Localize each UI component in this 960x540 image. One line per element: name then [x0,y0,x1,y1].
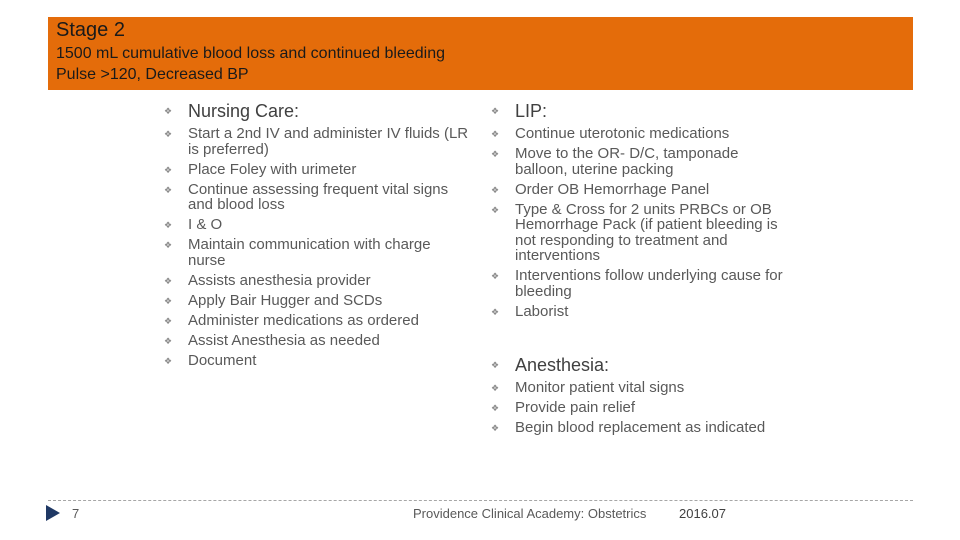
list-item [164,313,469,329]
list-item [491,400,801,416]
lip-heading [491,100,791,122]
slide-subtitle-line-1: 1500 mL cumulative blood loss and continued bleeding [56,45,446,62]
square-bullet-icon: ❖ [164,335,173,346]
anesthesia-heading-text: Anesthesia: [515,355,610,375]
list-item [491,380,801,396]
list-item-text: Apply Bair Hugger and SCDs [188,291,383,309]
square-bullet-icon: ❖ [491,271,500,281]
square-bullet-icon: ❖ [164,315,173,326]
square-bullet-icon: ❖ [491,204,500,215]
square-bullet-icon: ❖ [164,184,173,195]
list-item-text: Begin blood replacement as indicated [515,419,766,436]
square-bullet-icon: ❖ [491,149,500,159]
list-item-text: Order OB Hemorrhage Panel [515,180,710,198]
list-item [164,182,469,213]
anesthesia-list [491,380,801,436]
footer-divider [48,500,913,501]
list-item [164,273,469,289]
anesthesia-heading [491,354,801,376]
list-item-text: I & O [188,216,223,233]
footer-date: 2016.07 [679,506,726,521]
square-bullet-icon: ❖ [491,383,500,393]
list-item [491,182,791,198]
list-item-text: Continue assessing frequent vital signs and blood loss [188,180,449,213]
list-item [491,420,801,436]
list-item [491,202,791,264]
list-item-text: Move to the OR- D/C, tamponade balloon, uterine packing [515,145,739,178]
square-bullet-icon: ❖ [164,164,173,175]
square-bullet-icon: ❖ [491,129,500,139]
list-item [164,162,469,178]
nursing-care-heading [164,100,469,122]
page-number: 7 [72,506,80,521]
square-bullet-icon: ❖ [491,403,500,413]
footer-organization: Providence Clinical Academy: Obstetrics [413,506,647,521]
list-item-text: Laborist [515,302,569,320]
list-item-text: Maintain communication with charge nurse [188,236,431,269]
list-item-text: Provide pain relief [515,399,636,416]
list-item-text: Place Foley with urimeter [188,160,357,178]
list-item [491,268,791,299]
list-item-text: Assist Anesthesia as needed [188,331,380,349]
list-item [164,217,469,233]
page-marker-arrow-icon [46,505,60,521]
list-item [491,304,791,320]
square-bullet-icon: ❖ [491,423,500,433]
list-item [164,237,469,268]
square-bullet-icon: ❖ [491,306,500,317]
nursing-care-list [164,126,469,368]
list-item-text: Interventions follow underlying cause for bleeding [515,267,783,300]
title-banner [48,17,913,90]
list-item-text: Type & Cross for 2 units PRBCs or OB Hemorrhage Pack (if patient bleeding is not responding to treatment and interventions [515,200,778,264]
list-item-text: Assists anesthesia provider [188,271,371,289]
square-bullet-icon: ❖ [164,220,173,230]
nursing-care-heading-text: Nursing Care: [188,101,300,121]
list-item-text: Document [188,351,257,369]
lip-column [491,100,791,324]
square-bullet-icon: ❖ [491,360,500,370]
slide-subtitle-line-2: Pulse >120, Decreased BP [56,66,249,83]
square-bullet-icon: ❖ [491,106,500,116]
list-item [164,333,469,349]
list-item-text: Monitor patient vital signs [515,379,685,396]
list-item [164,353,469,369]
list-item-text: Continue uterotonic medications [515,125,730,142]
square-bullet-icon: ❖ [164,355,173,366]
nursing-care-column [164,100,469,373]
square-bullet-icon: ❖ [164,240,173,250]
list-item-text: Administer medications as ordered [188,311,419,329]
anesthesia-column [491,354,801,440]
square-bullet-icon: ❖ [164,129,173,139]
list-item-text: Start a 2nd IV and administer IV fluids (LR is preferred) [188,125,469,158]
slide-title: Stage 2 [56,19,125,41]
square-bullet-icon: ❖ [164,275,173,286]
list-item [491,126,791,142]
lip-heading-text: LIP: [515,101,548,121]
list-item [164,293,469,309]
list-item [491,146,791,177]
square-bullet-icon: ❖ [491,184,500,195]
lip-list [491,126,791,319]
square-bullet-icon: ❖ [164,106,173,116]
list-item [164,126,469,157]
square-bullet-icon: ❖ [164,295,173,306]
